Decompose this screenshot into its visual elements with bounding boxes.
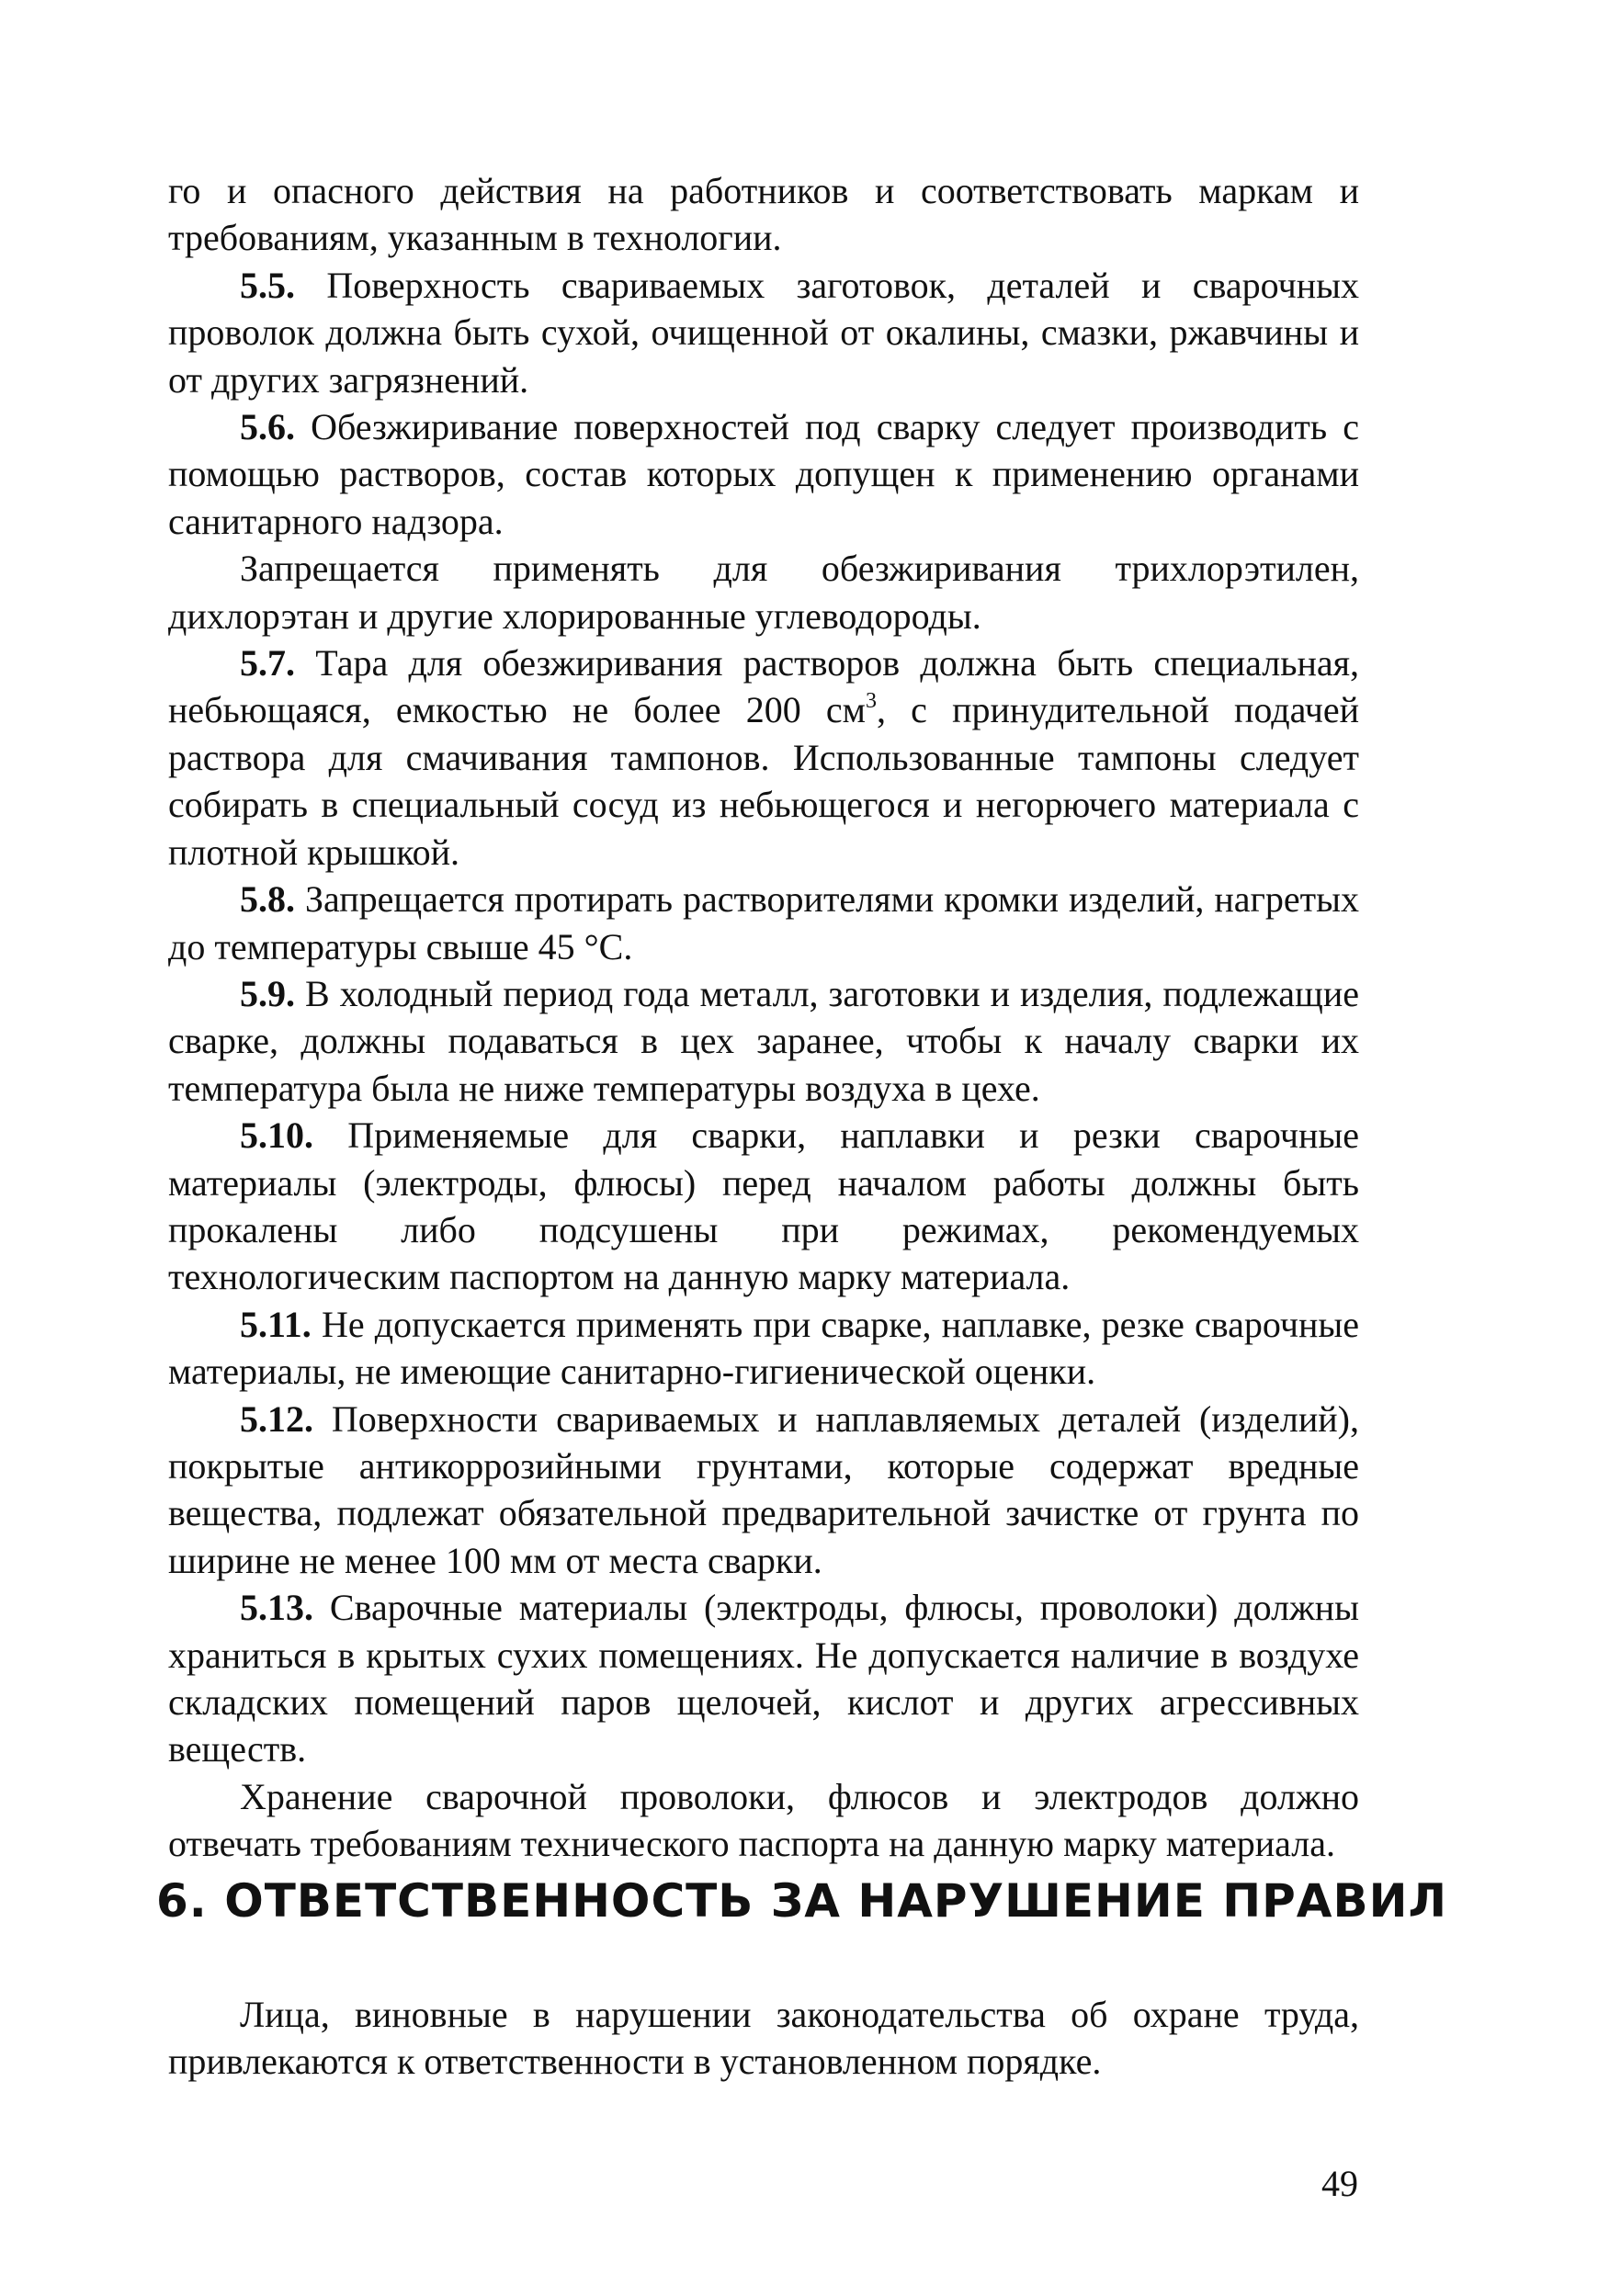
paragraph-text: Обезжиривание поверхностей под сварку следует производить с помощью растворов, состав которых допущен к применению органами санитарного надзора. [168, 406, 1359, 542]
paragraph-5-5 [168, 262, 1359, 403]
paragraph-number: 5.11. [240, 1303, 312, 1345]
section-heading: 6. ОТВЕТСТВЕННОСТЬ ЗА НАРУШЕНИЕ ПРАВИЛ [156, 1874, 1447, 1928]
paragraph-text: Не допускается применять при сварке, наплавке, резке сварочные материалы, не имеющие санитарно-гигиенической оценки. [168, 1303, 1359, 1393]
paragraph-5-12 [168, 1396, 1359, 1585]
paragraph-5-6 [168, 403, 1359, 545]
paragraph-text: Применяемые для сварки, наплавки и резки сварочные материалы (электроды, флюсы) перед началом работы должны быть прокалены либо подсушены при режимах, рекомендуемых технологическим паспортом на данную марку материала. [168, 1114, 1359, 1298]
paragraph-text-after: , с принудительной подачей раствора для смачивания тампонов. Использованные тампоны следует собирать в специальный сосуд из небьющегося и негорючего материала с плотной крышкой. [168, 689, 1359, 873]
paragraph-text: Хранение сварочной проволоки, флюсов и электродов должно отвечать требованиям технического паспорта на данную марку материала. [168, 1775, 1359, 1865]
paragraph-number: 5.10. [240, 1114, 313, 1157]
page-number: 49 [1321, 2163, 1358, 2204]
continuation-paragraph: го и опасного действия на работников и соответствовать маркам и требованиям, указанным в технологии. [168, 170, 1359, 259]
paragraph-number: 5.7. [240, 642, 295, 684]
paragraph-storage [168, 1773, 1359, 1868]
paragraph-5-7 [168, 639, 1359, 876]
paragraph-text: Поверхность свариваемых заготовок, деталей и сварочных проволок должна быть сухой, очищенной от окалины, смазки, ржавчины и от других загрязнений. [168, 264, 1359, 401]
paragraph-prohibition [168, 545, 1359, 639]
paragraph-5-9 [168, 970, 1359, 1112]
paragraph-number: 5.13. [240, 1587, 313, 1629]
paragraph-text: Запрещается применять для обезжиривания трихлорэтилен, дихлорэтан и другие хлорированные углеводороды. [168, 548, 1359, 637]
paragraph-number: 5.5. [240, 264, 295, 306]
paragraph-number: 5.9. [240, 972, 295, 1014]
paragraph-text: Тара для обезжиривания растворов должна быть специальная, небьющаяся, емкостью не более 200 см [168, 642, 1359, 731]
superscript: 3 [865, 689, 877, 714]
paragraph-5-11 [168, 1301, 1359, 1396]
paragraph-text: Поверхности свариваемых и наплавляемых деталей (изделий), покрытые антикоррозийными грунтами, которые содержат вредные вещества, подлежат обязательной предварительной зачистке от грунта по ширине не менее 100 мм от места сварки. [168, 1397, 1359, 1581]
paragraph-text: Сварочные материалы (электроды, флюсы, проволоки) должны храниться в крытых сухих помещениях. Не допускается наличие в воздухе складских помещений паров щелочей, кислот и других агрессивных веществ. [168, 1587, 1359, 1770]
paragraph-number: 5.6. [240, 406, 295, 448]
paragraph-5-8 [168, 876, 1359, 970]
paragraph-5-13 [168, 1584, 1359, 1773]
paragraph-text: Запрещается протирать растворителями кромки изделий, нагретых до температуры свыше 45 °С. [168, 878, 1359, 967]
paragraph-number: 5.8. [240, 878, 295, 921]
paragraph-text: В холодный период года металл, заготовки и изделия, подлежащие сварке, должны подаваться в цех заранее, чтобы к началу сварки их температура была не ниже температуры воздуха в цехе. [168, 972, 1359, 1109]
paragraph-number: 5.12. [240, 1397, 313, 1440]
paragraph-5-10 [168, 1112, 1359, 1301]
closing-paragraph: Лица, виновные в нарушении законодательства об охране труда, привлекаются к ответственности в установленном порядке. [168, 1994, 1359, 2082]
body-text [168, 167, 1359, 1868]
